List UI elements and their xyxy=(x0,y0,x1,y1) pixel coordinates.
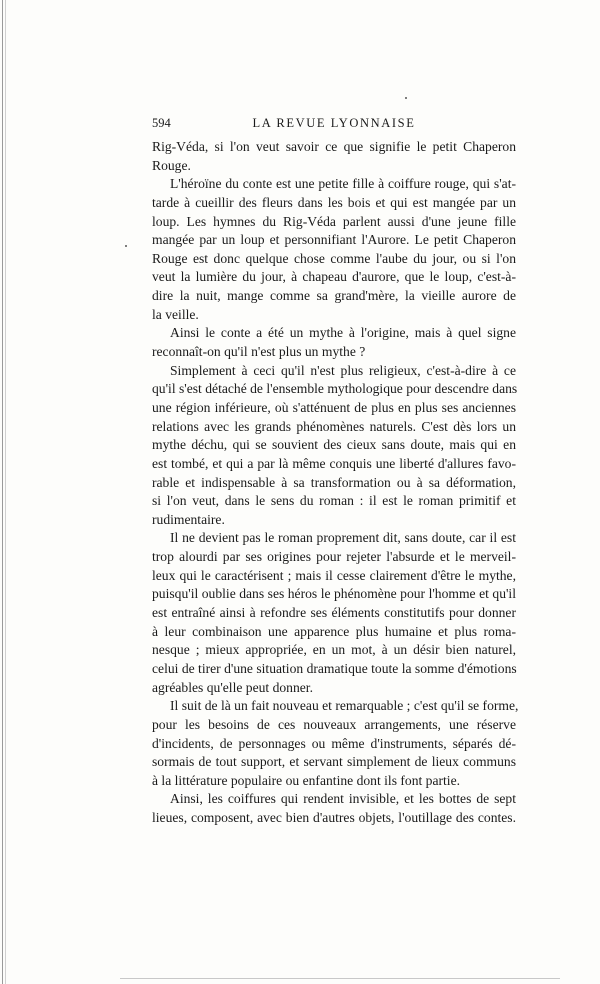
text-line: qu'il s'est détaché de l'ensemble mythologique pour descendre dans xyxy=(152,381,518,397)
page-header xyxy=(152,116,516,134)
text-line: Rig-Véda, si l'on veut savoir ce que signifie le petit Chaperon xyxy=(152,139,516,154)
text-line: leux qui le caractérisent ; mais il cesse clairement d'être le mythe, xyxy=(152,567,516,583)
scan-speck xyxy=(405,97,407,99)
text-line: Rouge est donc quelque chose comme l'aube du jour, ou si l'on xyxy=(152,250,516,266)
text-line: nesque ; mieux appropriée, en un mot, à un désir bien naturel, xyxy=(152,642,516,658)
text-line: Simplement à ceci qu'il n'est plus religieux, c'est-à-dire à ce xyxy=(170,362,516,378)
text-line: pour les besoins de ces nouveaux arrangements, une réserve xyxy=(152,716,516,732)
scan-speck xyxy=(125,245,127,247)
text-line: la veille. xyxy=(152,306,199,322)
text-line: à la littérature populaire ou enfantine dont ils font partie. xyxy=(152,772,461,788)
text-line: L'héroïne du conte est une petite fille à coiffure rouge, qui s'at- xyxy=(170,176,516,192)
text-line: mythe déchu, qui se souvient des cieux sans doute, mais qui en xyxy=(152,437,516,453)
scan-edge-line xyxy=(5,0,6,984)
text-line: mangée par un loup et personnifiant l'Aurore. Le petit Chaperon xyxy=(152,232,516,248)
text-line: veut la lumière du jour, à chapeau d'aurore, que le loup, c'est-à- xyxy=(152,269,516,285)
text-line: reconnaît-on qu'il n'est plus un mythe ? xyxy=(152,344,366,360)
page-number: 594 xyxy=(152,116,171,130)
scan-edge-line xyxy=(2,0,3,984)
text-line: Il ne devient pas le roman proprement dit, sans doute, car il est xyxy=(170,530,516,546)
running-title: LA REVUE LYONNAISE xyxy=(252,116,416,130)
text-line: loup. Les hymnes du Rig-Véda parlent aussi d'une jeune fille xyxy=(152,213,516,229)
text-line: rable et indispensable à sa transformation ou à sa déformation, xyxy=(152,474,516,490)
text-line: est tombé, et qui a par là même conquis une liberté d'allures favo- xyxy=(152,455,516,471)
text-line: Ainsi, les coiffures qui rendent invisible, et les bottes de sept xyxy=(170,791,516,807)
text-line: Il suit de là un fait nouveau et remarquable ; c'est qu'il se forme, xyxy=(170,698,519,714)
text-line: relations avec les grands phénomènes naturels. C'est dès lors un xyxy=(152,418,516,434)
text-line: agréables qu'elle peut donner. xyxy=(152,679,313,695)
page-bottom-edge xyxy=(120,978,560,979)
text-line: celui de tirer d'une situation dramatique toute la somme d'émotions xyxy=(152,660,517,676)
text-line: à leur combinaison une apparence plus humaine et plus roma- xyxy=(152,623,516,639)
text-line: d'incidents, de personnages ou même d'instruments, séparés dé- xyxy=(152,735,516,751)
text-line: tarde à cueillir des fleurs dans les bois et qui est mangée par un xyxy=(152,194,516,210)
text-line: est entraîné ainsi à refondre ses éléments constitutifs pour donner xyxy=(152,605,516,621)
text-line: si l'on veut, dans le sens du roman : il est le roman primitif et xyxy=(152,493,516,509)
body-text xyxy=(152,138,519,828)
text-line: dire la nuit, mange comme sa grand'mère, la vieille aurore de xyxy=(152,288,516,304)
text-line: lieues, composent, avec bien d'autres objets, l'outillage des contes. xyxy=(152,810,516,826)
text-line: Ainsi le conte a été un mythe à l'origine, mais à quel signe xyxy=(170,325,516,341)
text-line: puisqu'il oublie dans ses héros le phénomène pour l'homme et qu'il xyxy=(152,586,516,602)
text-line: trop alourdi par ses origines pour rejeter l'absurde et le merveil- xyxy=(152,549,516,565)
text-line: une région inférieure, où s'atténuent de plus en plus ses anciennes xyxy=(152,399,516,415)
text-line: sormais de tout support, et servant simplement de lieux communs xyxy=(152,754,516,770)
text-line: Rouge. xyxy=(152,157,191,173)
text-line: rudimentaire. xyxy=(152,511,225,527)
